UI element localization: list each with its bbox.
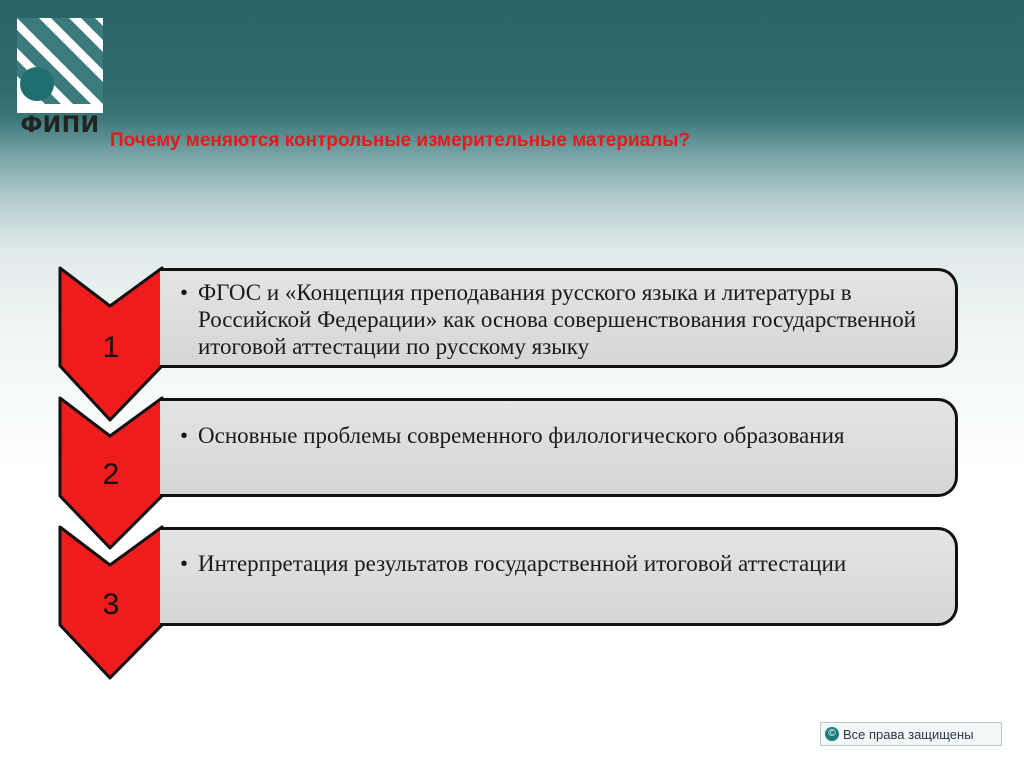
bullet: • [179,280,189,305]
step-box-3 [160,527,958,626]
list-item [170,279,947,360]
step-text-1: ФГОС и «Концепция преподавания русского языка и литературы в Российской Федерации» как основа совершенствования государственной итоговой аттестации по русскому языку [198,280,916,359]
step-number-1: 1 [102,331,120,364]
step-box-1 [160,268,958,368]
bullet: • [179,551,189,576]
slide-title: Почему меняются контрольные измерительные материалы? [110,130,691,151]
step-number-3: 3 [102,588,120,621]
list-item [170,550,947,577]
copyright-icon: © [825,727,839,741]
copyright-text: Все права защищены [843,726,974,742]
logo-text: ФИПИ [20,113,100,138]
copyright-notice [820,722,1002,746]
bullet: • [179,423,189,448]
step-text-3: Интерпретация результатов государственной итоговой аттестации [198,551,847,576]
step-arrow-3 [60,527,162,678]
step-box-2 [160,398,958,497]
step-arrow-1 [60,268,162,420]
step-text-2: Основные проблемы современного филологического образования [198,423,845,448]
step-number-2: 2 [102,458,120,491]
list-item [170,422,947,449]
